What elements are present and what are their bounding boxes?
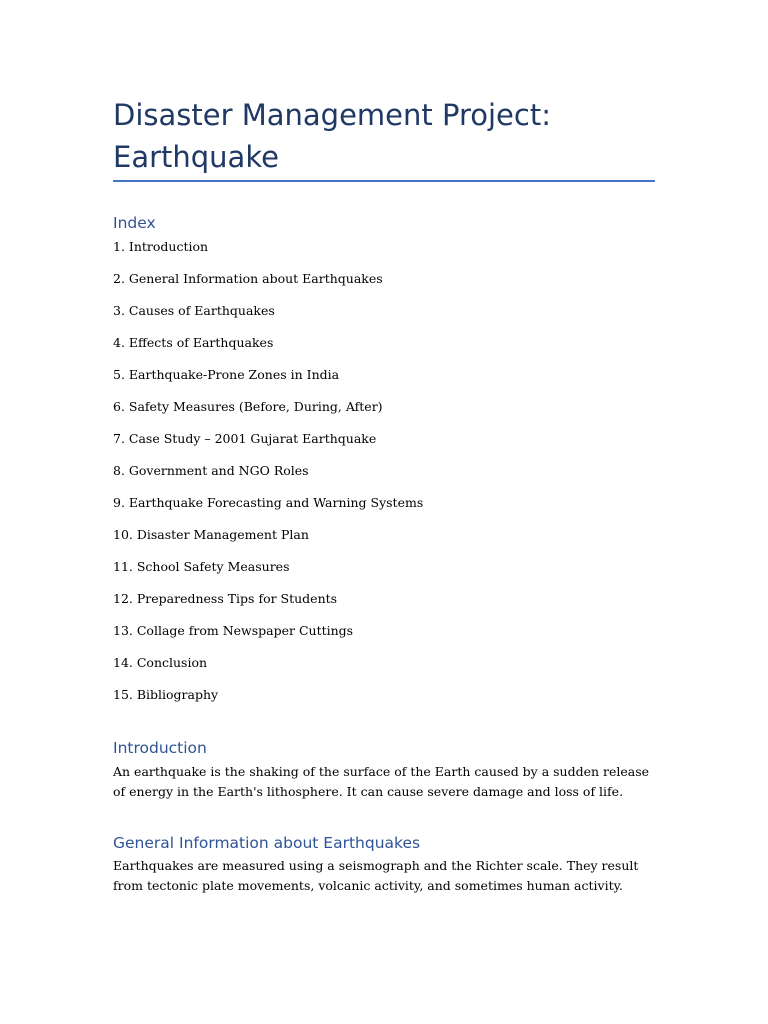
index-item: 3. Causes of Earthquakes [113,303,275,318]
index-item: 14. Conclusion [113,655,208,670]
general-info-heading: General Information about Earthquakes [113,834,421,852]
index-item: 9. Earthquake Forecasting and Warning Systems [113,495,424,510]
index-item: 6. Safety Measures (Before, During, After) [113,399,383,414]
index-item: 13. Collage from Newspaper Cuttings [113,623,354,638]
index-item: 1. Introduction [113,239,209,254]
index-list [113,237,423,717]
index-item: 11. School Safety Measures [113,559,290,574]
index-item: 7. Case Study – 2001 Gujarat Earthquake [113,431,377,446]
index-item: 5. Earthquake-Prone Zones in India [113,367,340,382]
index-item: 12. Preparedness Tips for Students [113,591,338,606]
index-item: 15. Bibliography [113,687,219,702]
index-item: 10. Disaster Management Plan [113,527,309,542]
general-info-paragraph: Earthquakes are measured using a seismograph and the Richter scale. They result from tectonic plate movements, volcanic activity, and sometimes human activity. [113,858,639,893]
index-item: 4. Effects of Earthquakes [113,335,274,350]
introduction-paragraph: An earthquake is the shaking of the surface of the Earth caused by a sudden release of energy in the Earth's lithosphere. It can cause severe damage and loss of life. [113,764,650,799]
introduction-heading: Introduction [113,739,207,757]
title-underline [113,180,655,182]
index-heading: Index [113,214,156,232]
index-item: 8. Government and NGO Roles [113,463,309,478]
document-title: Disaster Management Project: Earthquake [113,98,551,174]
index-item: 2. General Information about Earthquakes [113,271,383,286]
